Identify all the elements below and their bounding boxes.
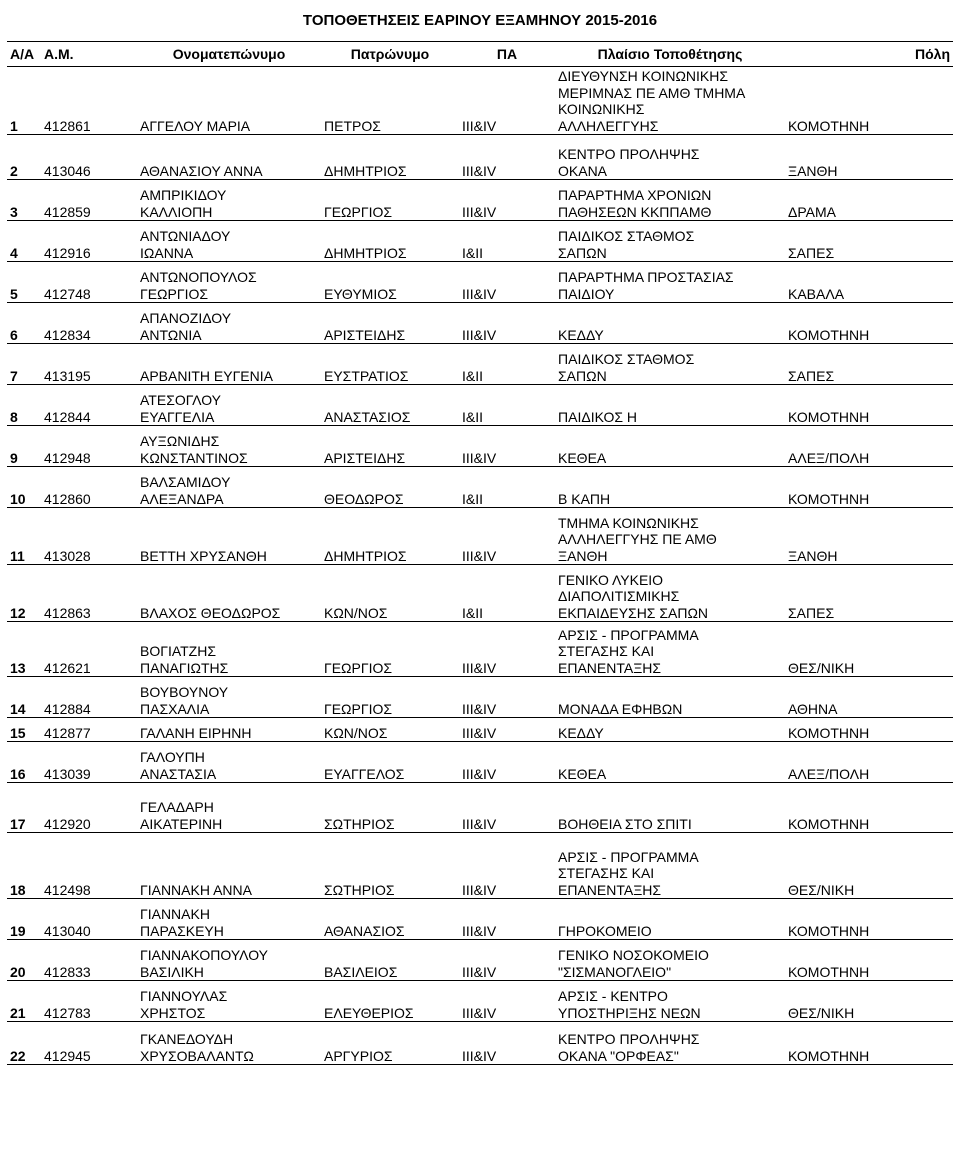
cell-father-name: ΣΩΤΗΡΙΟΣ: [321, 833, 459, 899]
cell-placement: ΜΟΝΑΔΑ ΕΦΗΒΩΝ: [555, 677, 785, 718]
cell-city: ΚΟΜΟΤΗΝΗ: [785, 1022, 953, 1065]
table-row: [7, 426, 953, 467]
cell-city: ΘΕΣ/ΝΙΚΗ: [785, 833, 953, 899]
cell-row-number: 18: [7, 833, 41, 899]
cell-pa-level: III&IV: [459, 508, 555, 565]
cell-student-id: 412844: [41, 385, 137, 426]
cell-student-id: 413046: [41, 135, 137, 180]
cell-placement: ΔΙΕΥΘΥΝΣΗ ΚΟΙΝΩΝΙΚΗΣ ΜΕΡΙΜΝΑΣ ΠΕ ΑΜΘ ΤΜΗΜΑ ΚΟΙΝΩΝΙΚΗΣ ΑΛΛΗΛΕΓΓΥΗΣ: [555, 67, 785, 135]
cell-city: ΘΕΣ/ΝΙΚΗ: [785, 981, 953, 1022]
cell-placement: ΑΡΣΙΣ - ΚΕΝΤΡΟ ΥΠΟΣΤΗΡΙΞΗΣ ΝΕΩΝ: [555, 981, 785, 1022]
cell-student-name: ΑΜΠΡΙΚΙΔΟΥ ΚΑΛΛΙΟΠΗ: [137, 180, 321, 221]
cell-pa-level: III&IV: [459, 262, 555, 303]
cell-student-id: 412498: [41, 833, 137, 899]
cell-city: ΚΟΜΟΤΗΝΗ: [785, 67, 953, 135]
cell-student-name: ΓΕΛΑΔΑΡΗ ΑΙΚΑΤΕΡΙΝΗ: [137, 783, 321, 833]
table-body: [7, 67, 953, 1065]
cell-father-name: ΓΕΩΡΓΙΟΣ: [321, 180, 459, 221]
cell-city: ΑΛΕΞ/ΠΟΛΗ: [785, 426, 953, 467]
cell-placement: ΚΕΔΔΥ: [555, 303, 785, 344]
cell-row-number: 13: [7, 622, 41, 677]
cell-student-name: ΑΘΑΝΑΣΙΟΥ ΑΝΝΑ: [137, 135, 321, 180]
cell-city: ΣΑΠΕΣ: [785, 344, 953, 385]
cell-pa-level: I&II: [459, 221, 555, 262]
cell-student-name: ΓΙΑΝΝΟΥΛΑΣ ΧΡΗΣΤΟΣ: [137, 981, 321, 1022]
cell-placement: ΚΕΘΕΑ: [555, 426, 785, 467]
cell-placement: ΚΕΘΕΑ: [555, 742, 785, 783]
cell-row-number: 14: [7, 677, 41, 718]
cell-row-number: 2: [7, 135, 41, 180]
cell-row-number: 8: [7, 385, 41, 426]
col-header-name: Ονοματεπώνυμο: [137, 42, 321, 67]
cell-father-name: ΑΘΑΝΑΣΙΟΣ: [321, 899, 459, 940]
cell-student-id: 412916: [41, 221, 137, 262]
cell-student-id: 413039: [41, 742, 137, 783]
col-header-city: Πόλη: [785, 42, 953, 67]
cell-pa-level: III&IV: [459, 303, 555, 344]
cell-student-name: ΑΤΕΣΟΓΛΟΥ ΕΥΑΓΓΕΛΙΑ: [137, 385, 321, 426]
cell-placement: Β ΚΑΠΗ: [555, 467, 785, 508]
table-row: [7, 135, 953, 180]
cell-student-name: ΒΕΤΤΗ ΧΡΥΣΑΝΘΗ: [137, 508, 321, 565]
table-row: [7, 221, 953, 262]
cell-student-id: 412863: [41, 565, 137, 622]
cell-city: ΚΟΜΟΤΗΝΗ: [785, 303, 953, 344]
cell-placement: ΚΕΔΔΥ: [555, 718, 785, 742]
cell-placement: ΓΕΝΙΚΟ ΝΟΣΟΚΟΜΕΙΟ "ΣΙΣΜΑΝΟΓΛΕΙΟ": [555, 940, 785, 981]
cell-student-id: 413195: [41, 344, 137, 385]
cell-father-name: ΕΥΑΓΓΕΛΟΣ: [321, 742, 459, 783]
cell-father-name: ΓΕΩΡΓΙΟΣ: [321, 677, 459, 718]
cell-student-id: 412884: [41, 677, 137, 718]
table-row: [7, 467, 953, 508]
cell-student-id: 412877: [41, 718, 137, 742]
table-row: [7, 622, 953, 677]
cell-placement: ΑΡΣΙΣ - ΠΡΟΓΡΑΜΜΑ ΣΤΕΓΑΣΗΣ ΚΑΙ ΕΠΑΝΕΝΤΑΞΗΣ: [555, 833, 785, 899]
cell-father-name: ΑΡΓΥΡΙΟΣ: [321, 1022, 459, 1065]
cell-row-number: 3: [7, 180, 41, 221]
col-header-am: Α.Μ.: [41, 42, 137, 67]
cell-student-name: ΓΚΑΝΕΔΟΥΔΗ ΧΡΥΣΟΒΑΛΑΝΤΩ: [137, 1022, 321, 1065]
cell-student-name: ΓΙΑΝΝΑΚΗ ΠΑΡΑΣΚΕΥΗ: [137, 899, 321, 940]
cell-pa-level: III&IV: [459, 940, 555, 981]
cell-placement: ΓΗΡΟΚΟΜΕΙΟ: [555, 899, 785, 940]
cell-city: ΚΟΜΟΤΗΝΗ: [785, 783, 953, 833]
cell-placement: ΑΡΣΙΣ - ΠΡΟΓΡΑΜΜΑ ΣΤΕΓΑΣΗΣ ΚΑΙ ΕΠΑΝΕΝΤΑΞΗΣ: [555, 622, 785, 677]
cell-student-name: ΑΥΞΩΝΙΔΗΣ ΚΩΝΣΤΑΝΤΙΝΟΣ: [137, 426, 321, 467]
table-row: [7, 344, 953, 385]
cell-student-id: 413040: [41, 899, 137, 940]
cell-placement: ΠΑΙΔΙΚΟΣ Η: [555, 385, 785, 426]
table-row: [7, 742, 953, 783]
table-row: [7, 385, 953, 426]
cell-student-id: 412834: [41, 303, 137, 344]
table-row: [7, 180, 953, 221]
cell-city: ΔΡΑΜΑ: [785, 180, 953, 221]
table-row: [7, 718, 953, 742]
document-title: ΤΟΠΟΘΕΤΗΣΕΙΣ ΕΑΡΙΝΟΥ ΕΞΑΜΗΝΟΥ 2015-2016: [302, 12, 658, 29]
table-row: [7, 783, 953, 833]
table-row: [7, 940, 953, 981]
cell-row-number: 19: [7, 899, 41, 940]
cell-student-name: ΒΛΑΧΟΣ ΘΕΟΔΩΡΟΣ: [137, 565, 321, 622]
cell-student-id: 412920: [41, 783, 137, 833]
cell-city: ΣΑΠΕΣ: [785, 221, 953, 262]
cell-placement: ΠΑΙΔΙΚΟΣ ΣΤΑΘΜΟΣ ΣΑΠΩΝ: [555, 221, 785, 262]
cell-student-name: ΒΑΛΣΑΜΙΔΟΥ ΑΛΕΞΑΝΔΡΑ: [137, 467, 321, 508]
cell-student-name: ΑΝΤΩΝΟΠΟΥΛΟΣ ΓΕΩΡΓΙΟΣ: [137, 262, 321, 303]
cell-father-name: ΓΕΩΡΓΙΟΣ: [321, 622, 459, 677]
cell-city: ΚΟΜΟΤΗΝΗ: [785, 467, 953, 508]
cell-pa-level: I&II: [459, 385, 555, 426]
cell-father-name: ΚΩΝ/ΝΟΣ: [321, 565, 459, 622]
cell-pa-level: III&IV: [459, 718, 555, 742]
cell-row-number: 15: [7, 718, 41, 742]
cell-student-name: ΑΡΒΑΝΙΤΗ ΕΥΓΕΝΙΑ: [137, 344, 321, 385]
cell-student-id: 412948: [41, 426, 137, 467]
cell-father-name: ΕΛΕΥΘΕΡΙΟΣ: [321, 981, 459, 1022]
table-row: [7, 67, 953, 135]
cell-city: ΑΛΕΞ/ΠΟΛΗ: [785, 742, 953, 783]
table-row: [7, 303, 953, 344]
cell-father-name: ΕΥΘΥΜΙΟΣ: [321, 262, 459, 303]
cell-pa-level: I&II: [459, 565, 555, 622]
cell-pa-level: III&IV: [459, 677, 555, 718]
cell-student-id: 412748: [41, 262, 137, 303]
cell-city: ΞΑΝΘΗ: [785, 508, 953, 565]
cell-placement: ΠΑΙΔΙΚΟΣ ΣΤΑΘΜΟΣ ΣΑΠΩΝ: [555, 344, 785, 385]
cell-placement: ΚΕΝΤΡΟ ΠΡΟΛΗΨΗΣ ΟΚΑΝΑ: [555, 135, 785, 180]
cell-father-name: ΑΡΙΣΤΕΙΔΗΣ: [321, 303, 459, 344]
cell-student-name: ΑΠΑΝΟΖΙΔΟΥ ΑΝΤΩΝΙΑ: [137, 303, 321, 344]
cell-city: ΞΑΝΘΗ: [785, 135, 953, 180]
table-row: [7, 833, 953, 899]
cell-father-name: ΔΗΜΗΤΡΙΟΣ: [321, 508, 459, 565]
cell-father-name: ΣΩΤΗΡΙΟΣ: [321, 783, 459, 833]
cell-pa-level: I&II: [459, 344, 555, 385]
cell-placement: ΒΟΗΘΕΙΑ ΣΤΟ ΣΠΙΤΙ: [555, 783, 785, 833]
table-row: [7, 565, 953, 622]
cell-row-number: 22: [7, 1022, 41, 1065]
cell-student-id: 412833: [41, 940, 137, 981]
cell-pa-level: III&IV: [459, 981, 555, 1022]
cell-city: ΣΑΠΕΣ: [785, 565, 953, 622]
cell-father-name: ΔΗΜΗΤΡΙΟΣ: [321, 135, 459, 180]
placements-table: [7, 41, 953, 1065]
cell-father-name: ΠΕΤΡΟΣ: [321, 67, 459, 135]
cell-father-name: ΘΕΟΔΩΡΟΣ: [321, 467, 459, 508]
col-header-pa: ΠΑ: [459, 42, 555, 67]
cell-pa-level: III&IV: [459, 783, 555, 833]
cell-student-name: ΓΑΛΟΥΠΗ ΑΝΑΣΤΑΣΙΑ: [137, 742, 321, 783]
cell-student-name: ΓΑΛΑΝΗ ΕΙΡΗΝΗ: [137, 718, 321, 742]
table-row: [7, 899, 953, 940]
cell-row-number: 1: [7, 67, 41, 135]
cell-city: ΑΘΗΝΑ: [785, 677, 953, 718]
cell-student-name: ΒΟΥΒΟΥΝΟΥ ΠΑΣΧΑΛΙΑ: [137, 677, 321, 718]
cell-row-number: 21: [7, 981, 41, 1022]
table-row: [7, 981, 953, 1022]
cell-student-name: ΓΙΑΝΝΑΚΗ ΑΝΝΑ: [137, 833, 321, 899]
cell-city: ΚΟΜΟΤΗΝΗ: [785, 899, 953, 940]
cell-student-id: 412859: [41, 180, 137, 221]
cell-pa-level: III&IV: [459, 180, 555, 221]
cell-student-id: 412783: [41, 981, 137, 1022]
cell-pa-level: I&II: [459, 467, 555, 508]
cell-pa-level: III&IV: [459, 426, 555, 467]
cell-student-id: 412861: [41, 67, 137, 135]
cell-student-id: 412621: [41, 622, 137, 677]
cell-father-name: ΔΗΜΗΤΡΙΟΣ: [321, 221, 459, 262]
cell-row-number: 9: [7, 426, 41, 467]
cell-city: ΘΕΣ/ΝΙΚΗ: [785, 622, 953, 677]
cell-row-number: 4: [7, 221, 41, 262]
cell-pa-level: III&IV: [459, 833, 555, 899]
cell-row-number: 12: [7, 565, 41, 622]
cell-placement: ΚΕΝΤΡΟ ΠΡΟΛΗΨΗΣ ΟΚΑΝΑ "ΟΡΦΕΑΣ": [555, 1022, 785, 1065]
table-row: [7, 262, 953, 303]
cell-student-id: 413028: [41, 508, 137, 565]
cell-placement: ΠΑΡΑΡΤΗΜΑ ΧΡΟΝΙΩΝ ΠΑΘΗΣΕΩΝ ΚΚΠΠΑΜΘ: [555, 180, 785, 221]
cell-row-number: 10: [7, 467, 41, 508]
cell-placement: ΠΑΡΑΡΤΗΜΑ ΠΡΟΣΤΑΣΙΑΣ ΠΑΙΔΙΟΥ: [555, 262, 785, 303]
table-header-row: [7, 42, 953, 67]
cell-row-number: 5: [7, 262, 41, 303]
cell-father-name: ΒΑΣΙΛΕΙΟΣ: [321, 940, 459, 981]
cell-row-number: 20: [7, 940, 41, 981]
cell-father-name: ΑΝΑΣΤΑΣΙΟΣ: [321, 385, 459, 426]
cell-pa-level: III&IV: [459, 1022, 555, 1065]
cell-row-number: 17: [7, 783, 41, 833]
cell-student-name: ΓΙΑΝΝΑΚΟΠΟΥΛΟΥ ΒΑΣΙΛΙΚΗ: [137, 940, 321, 981]
cell-student-name: ΑΝΤΩΝΙΑΔΟΥ ΙΩΑΝΝΑ: [137, 221, 321, 262]
cell-city: ΚΟΜΟΤΗΝΗ: [785, 940, 953, 981]
col-header-father: Πατρώνυμο: [321, 42, 459, 67]
cell-city: ΚΟΜΟΤΗΝΗ: [785, 718, 953, 742]
cell-placement: ΤΜΗΜΑ ΚΟΙΝΩΝΙΚΗΣ ΑΛΛΗΛΕΓΓΥΗΣ ΠΕ ΑΜΘ ΞΑΝΘΗ: [555, 508, 785, 565]
cell-student-name: ΑΓΓΕΛΟΥ ΜΑΡΙΑ: [137, 67, 321, 135]
cell-pa-level: III&IV: [459, 899, 555, 940]
cell-father-name: ΕΥΣΤΡΑΤΙΟΣ: [321, 344, 459, 385]
col-header-aa: Α/Α: [7, 42, 41, 67]
cell-pa-level: III&IV: [459, 742, 555, 783]
col-header-placement: Πλαίσιο Τοποθέτησης: [555, 42, 785, 67]
cell-student-id: 412860: [41, 467, 137, 508]
cell-row-number: 7: [7, 344, 41, 385]
cell-row-number: 11: [7, 508, 41, 565]
cell-student-name: ΒΟΓΙΑΤΖΗΣ ΠΑΝΑΓΙΩΤΗΣ: [137, 622, 321, 677]
cell-father-name: ΑΡΙΣΤΕΙΔΗΣ: [321, 426, 459, 467]
table-row: [7, 677, 953, 718]
cell-row-number: 6: [7, 303, 41, 344]
cell-pa-level: III&IV: [459, 622, 555, 677]
cell-row-number: 16: [7, 742, 41, 783]
cell-placement: ΓΕΝΙΚΟ ΛΥΚΕΙΟ ΔΙΑΠΟΛΙΤΙΣΜΙΚΗΣ ΕΚΠΑΙΔΕΥΣΗΣ ΣΑΠΩΝ: [555, 565, 785, 622]
cell-father-name: ΚΩΝ/ΝΟΣ: [321, 718, 459, 742]
cell-city: ΚΑΒΑΛΑ: [785, 262, 953, 303]
cell-city: ΚΟΜΟΤΗΝΗ: [785, 385, 953, 426]
cell-student-id: 412945: [41, 1022, 137, 1065]
table-row: [7, 1022, 953, 1065]
cell-pa-level: III&IV: [459, 67, 555, 135]
cell-pa-level: III&IV: [459, 135, 555, 180]
table-row: [7, 508, 953, 565]
